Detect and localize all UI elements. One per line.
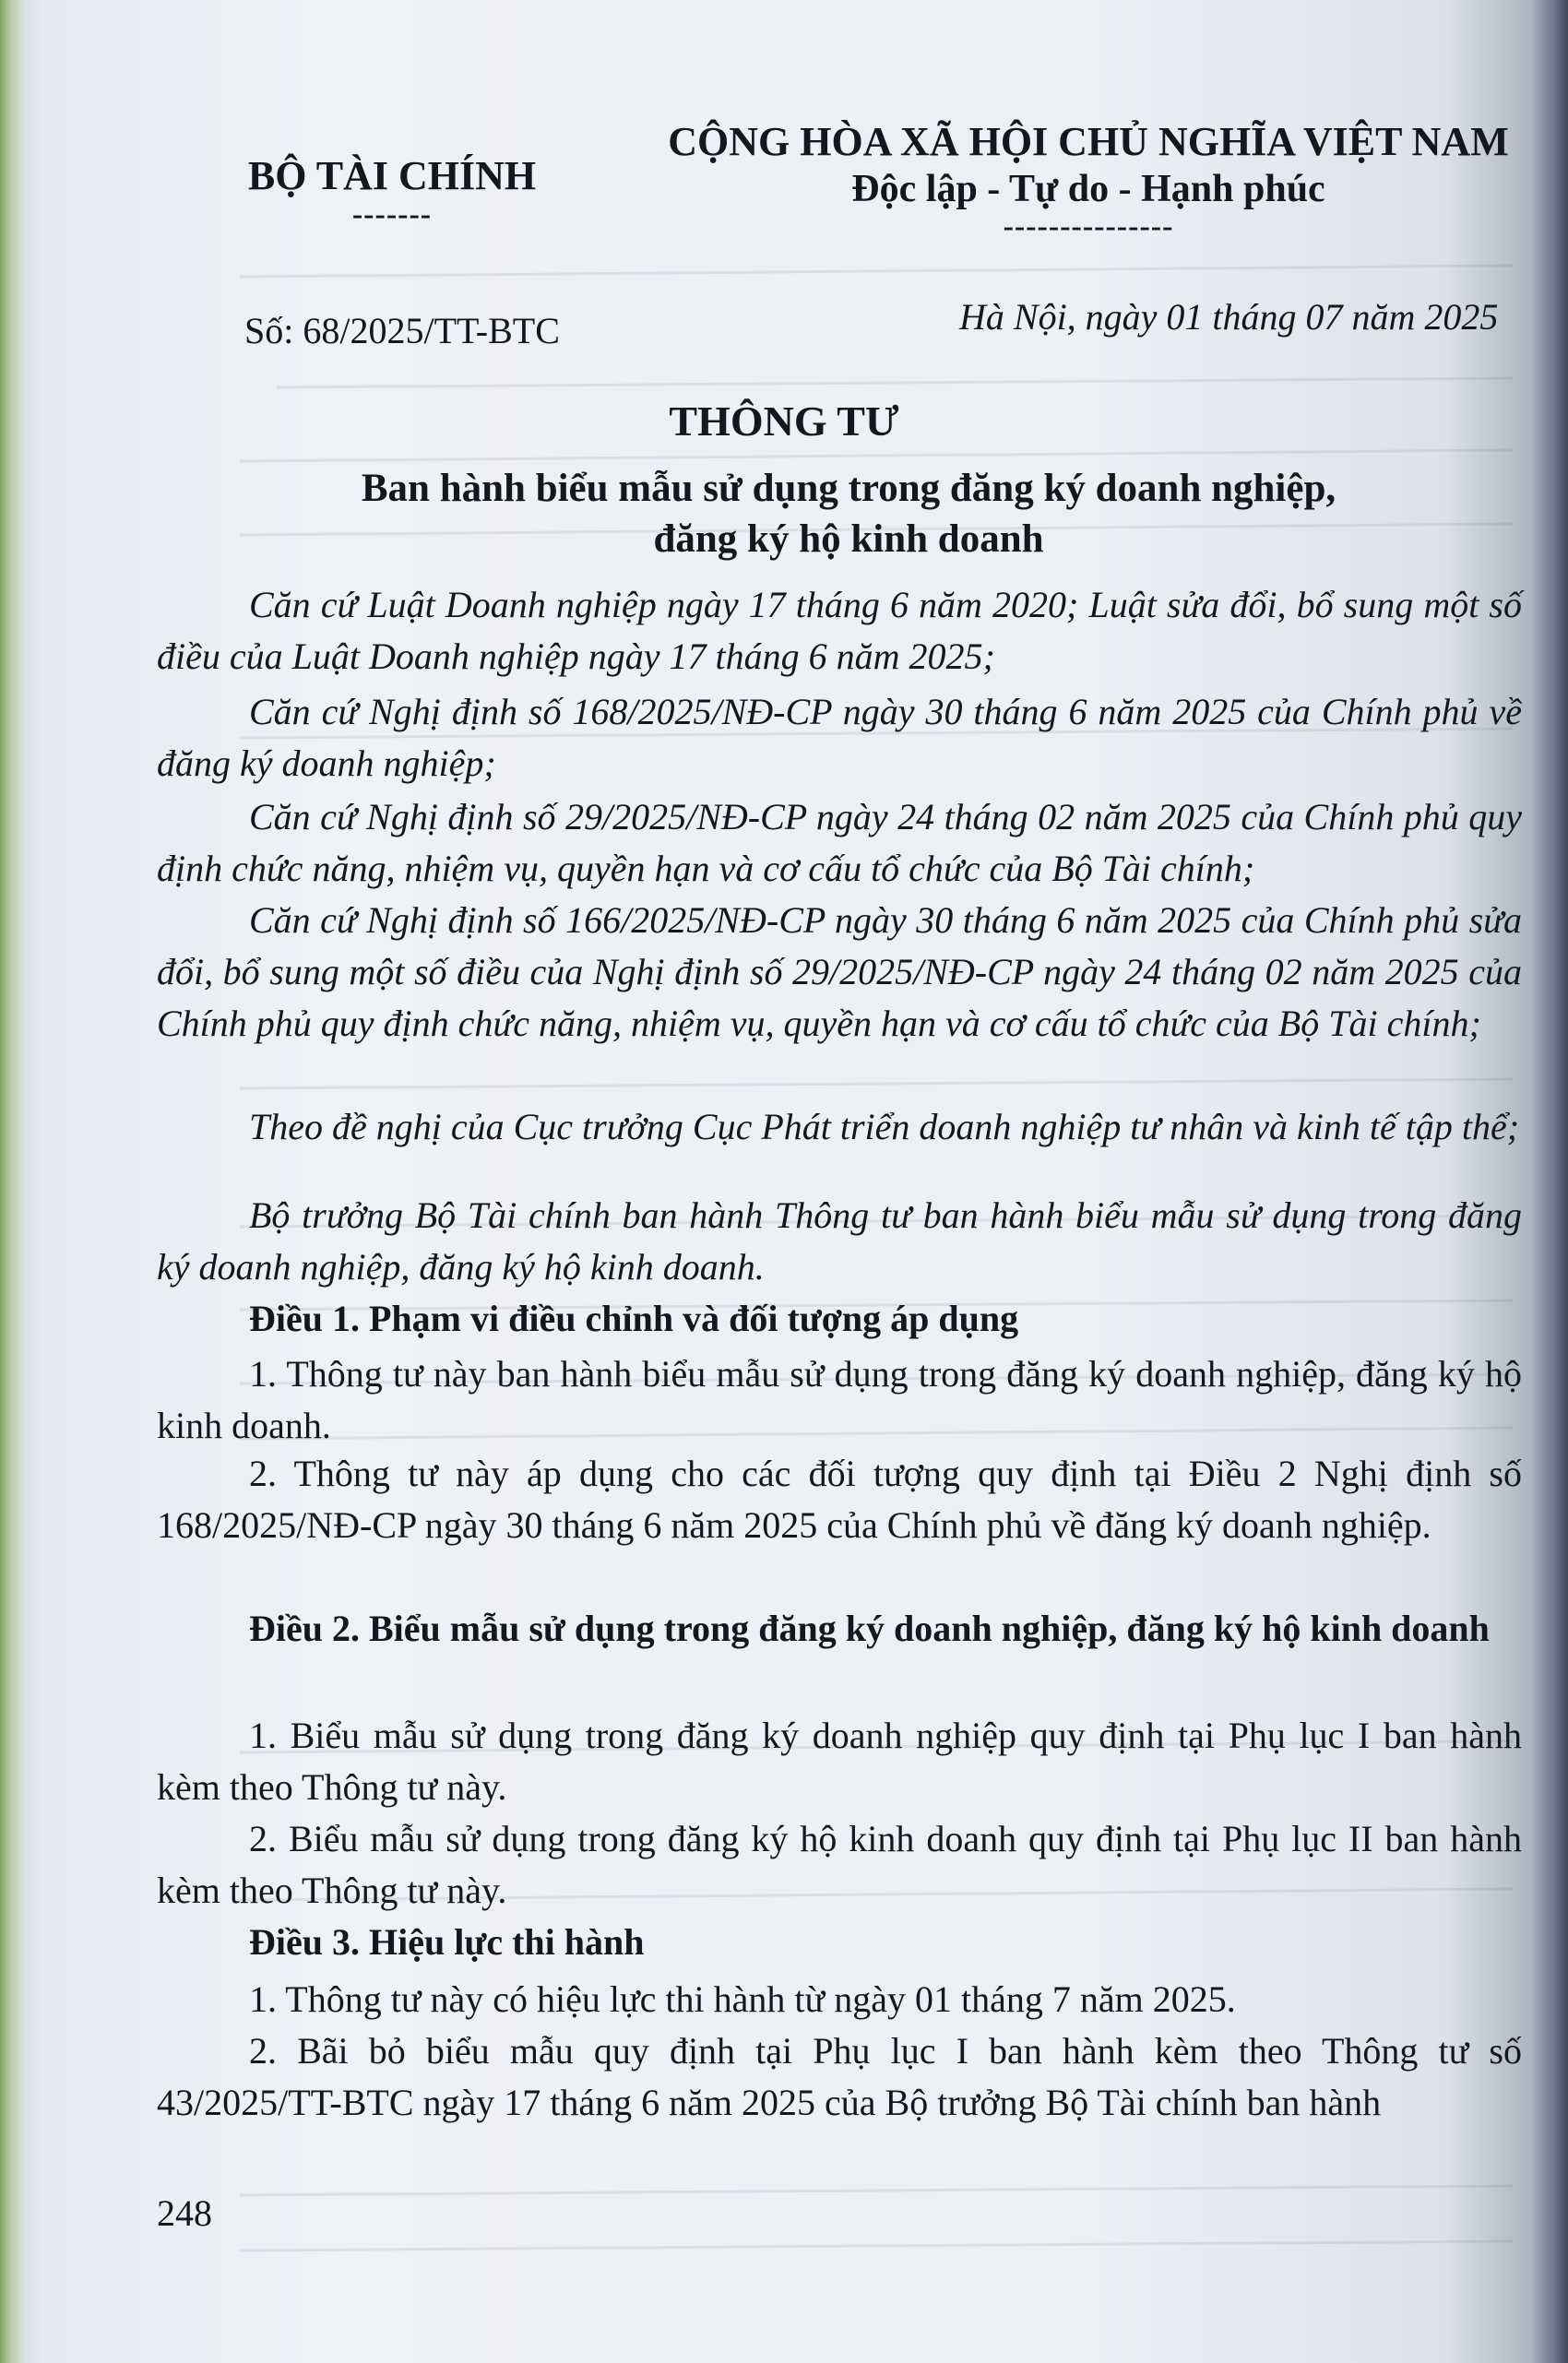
article-heading: Điều 3. Hiệu lực thi hành [249, 1921, 645, 1963]
document-title-line-1: Ban hành biểu mẫu sử dụng trong đăng ký doanh nghiệp, [361, 467, 1336, 510]
preamble-paragraph: Theo đề nghị của Cục trưởng Cục Phát triển doanh nghiệp tư nhân và kinh tế tập thể; [249, 1106, 1520, 1147]
article-heading: Điều 2. Biểu mẫu sử dụng trong đăng ký doanh nghiệp, đăng ký hộ kinh doanh [249, 1608, 1490, 1649]
document-title-line-2: đăng ký hộ kinh doanh [653, 517, 1044, 561]
preamble-paragraph: Căn cứ Nghị định số 29/2025/NĐ-CP ngày 24 tháng 02 năm 2025 của Chính phủ quy định chức năng, nhiệm vụ, quyền hạn và cơ cấu tổ chức của Bộ Tài chính; [157, 796, 1522, 889]
article-clause: 2. Biểu mẫu sử dụng trong đăng ký hộ kinh doanh quy định tại Phụ lục II ban hành kèm theo Thông tư này. [157, 1818, 1522, 1911]
page-number: 248 [157, 2192, 212, 2234]
preamble-paragraph: Căn cứ Luật Doanh nghiệp ngày 17 tháng 6 năm 2020; Luật sửa đổi, bổ sung một số điều của Luật Doanh nghiệp ngày 17 tháng 6 năm 2025; [157, 584, 1522, 677]
document-number: Số: 68/2025/TT-BTC [244, 310, 560, 351]
place-and-date: Hà Nội, ngày 01 tháng 07 năm 2025 [959, 296, 1499, 338]
preamble-paragraph: Bộ trưởng Bộ Tài chính ban hành Thông tư ban hành biểu mẫu sử dụng trong đăng ký doanh nghiệp, đăng ký hộ kinh doanh. [157, 1194, 1522, 1288]
article-clause: 1. Thông tư này có hiệu lực thi hành từ ngày 01 tháng 7 năm 2025. [249, 1978, 1236, 2020]
issuing-agency: BỘ TÀI CHÍNH [247, 153, 537, 198]
article-clause: 2. Bãi bỏ biểu mẫu quy định tại Phụ lục I ban hành kèm theo Thông tư số 43/2025/TT-BTC ngày 17 tháng 6 năm 2025 của Bộ trưởng Bộ Tài chính ban hành [157, 2030, 1522, 2123]
national-title-block [664, 118, 1513, 243]
issuing-agency-block [244, 152, 540, 231]
article-clause: 2. Thông tư này áp dụng cho các đối tượng quy định tại Điều 2 Nghị định số 168/2025/NĐ-CP ngày 30 tháng 6 năm 2025 của Chính phủ về đăng ký doanh nghiệp. [157, 1453, 1522, 1546]
national-motto: Độc lập - Tự do - Hạnh phúc [851, 168, 1325, 210]
country-name: CỘNG HÒA XÃ HỘI CHỦ NGHĨA VIỆT NAM [668, 119, 1509, 164]
article-clause: 1. Thông tư này ban hành biểu mẫu sử dụng trong đăng ký doanh nghiệp, đăng ký hộ kinh doanh. [157, 1353, 1522, 1446]
article-clause: 1. Biểu mẫu sử dụng trong đăng ký doanh nghiệp quy định tại Phụ lục I ban hành kèm theo Thông tư này. [157, 1715, 1522, 1808]
document-type: THÔNG TƯ [669, 398, 899, 445]
article-heading: Điều 1. Phạm vi điều chỉnh và đối tượng áp dụng [249, 1298, 1019, 1339]
preamble-paragraph: Căn cứ Nghị định số 168/2025/NĐ-CP ngày 30 tháng 6 năm 2025 của Chính phủ về đăng ký doanh nghiệp; [157, 691, 1522, 784]
issuing-agency-underline: ------- [351, 197, 433, 232]
motto-underline: --------------- [1003, 209, 1174, 243]
preamble-paragraph: Căn cứ Nghị định số 166/2025/NĐ-CP ngày 30 tháng 6 năm 2025 của Chính phủ sửa đổi, bổ sung một số điều của Nghị định số 29/2025/NĐ-CP ngày 24 tháng 02 năm 2025 của Chính phủ quy định chức năng, nhiệm vụ, quyền hạn và cơ cấu tổ chức của Bộ Tài chính; [157, 899, 1522, 1044]
